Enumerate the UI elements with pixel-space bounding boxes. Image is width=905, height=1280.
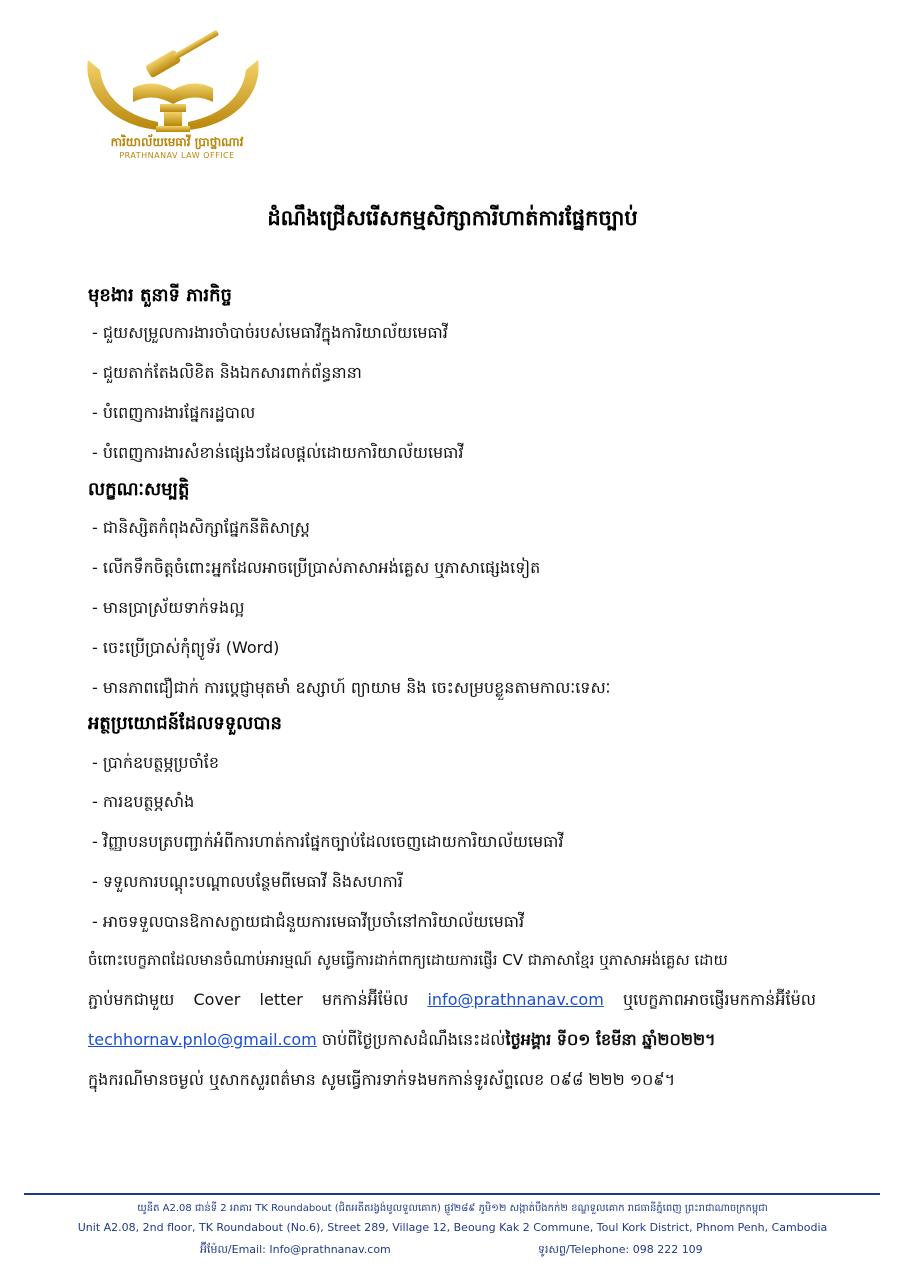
application-deadline: ថ្ងៃអង្គារ ទី០១ ខែមីនា ឆ្នាំ២០២២។ — [505, 1030, 716, 1049]
qualification-item: - ជានិស្សិតកំពុងសិក្សាផ្នែកនីតិសាស្ត្រ — [92, 518, 310, 537]
application-email-to-text: មកកាន់អ៊ីម៉ែល — [321, 990, 409, 1009]
qualification-item: - លើកទឹកចិត្តចំពោះអ្នកដែលអាចប្រើប្រាស់ភាសាអង់គ្លេស ឬភាសាផ្សេងទៀត — [92, 558, 541, 577]
footer-divider — [24, 1193, 880, 1195]
qualification-item: - ចេះប្រើប្រាស់កុំព្យូទ័រ (Word) — [92, 638, 280, 657]
benefit-item: - ប្រាក់ឧបត្ថម្ភប្រចាំខែ — [92, 753, 220, 772]
footer-address-khmer: យូនីត A2.08 ជាន់ទី 2 អាគារ TK Roundabout (ជិតអតីតរង្វង់មូលទួលគោក) ផ្លូវ២៨៩ ភូមិ១២ សង្កាត់បឹងកក់២ ខណ្ឌទួលគោក រាជធានីភ្នំពេញ ព្រះរាជាណាចក្រកម្ពុជា — [137, 1203, 768, 1214]
law-office-logo — [78, 30, 268, 170]
logo-name-english: PRATHNANAV LAW OFFICE — [119, 151, 235, 160]
gavel-hands-logo-icon — [78, 30, 268, 145]
logo-name-khmer: ការិយាល័យមេធាវី ប្រាថ្នាណាវ — [110, 135, 244, 149]
benefit-item: - វិញ្ញាបនបត្របញ្ជាក់អំពីការហាត់ការផ្នែកច្បាប់ដែលចេញដោយការិយាល័យមេធាវី — [92, 832, 564, 851]
benefit-item: - អាចទទួលបានឱកាសក្លាយជាជំនួយការមេធាវីប្រចាំនៅការិយាល័យមេធាវី — [92, 912, 525, 931]
email-link-techhornav[interactable]: techhornav.pnlo@gmail.com — [88, 1030, 317, 1049]
benefit-item: - ការឧបត្ថម្ភសាំង — [92, 792, 195, 811]
footer-phone: ទូរសព្ទ/Telephone: 098 222 109 — [538, 1243, 703, 1256]
duty-item: - ជួយតាក់តែងលិខិត និងឯកសារពាក់ព័ន្ធនានា — [92, 363, 362, 382]
qualification-item: - មានភាពជឿជាក់ ការប្តេជ្ញាមុតមាំ ឧស្សាហ៍ ព្យាយាម និង ចេះសម្របខ្លួនតាមកាលៈទេសៈ — [92, 678, 611, 697]
application-deadline-intro: ចាប់ពីថ្ងៃប្រកាសដំណឹងនេះដល់ — [321, 1030, 506, 1049]
application-letter-text: letter — [259, 990, 303, 1009]
application-alt-email-text: ឬបេក្ខភាពអាចផ្ញើរមកកាន់អ៊ីម៉ែល — [622, 990, 816, 1009]
qualification-item: - មានប្រាស្រ័យទាក់ទងល្អ — [92, 598, 245, 617]
application-line-1: ចំពោះបេក្ខភាពដែលមានចំណាប់អារម្មណ៍ សូមធ្វើការដាក់ពាក្យដោយការផ្ញើរ CV ជាភាសាខ្មែរ ឬភាសាអង់គ្លេស ដោយ — [88, 951, 728, 969]
application-attach-text: ភ្ជាប់មកជាមួយ — [88, 990, 175, 1009]
application-line-2 — [88, 990, 816, 1010]
benefits-heading: អត្ថប្រយោជន៍ដែលទទួលបាន — [88, 713, 282, 734]
application-line-3 — [88, 1030, 816, 1050]
benefit-item: - ទទួលការបណ្តុះបណ្តាលបន្ថែមពីមេធាវី និងសហការី — [92, 872, 403, 891]
application-line-4: ក្នុងករណីមានចម្ងល់ ឬសាកសួរពត៌មាន សូមធ្វើការទាក់ទងមកកាន់ទូរស័ព្ទលេខ ០៩៨ ២២២ ១០៩។ — [88, 1070, 676, 1089]
application-cover-text: Cover — [193, 990, 241, 1009]
footer-email: អ៊ីម៉ែល/Email: Info@prathnanav.com — [200, 1243, 391, 1256]
duties-heading: មុខងារ តួនាទី ភារកិច្ច — [88, 285, 232, 306]
qualifications-heading: លក្ខណៈសម្បត្តិ — [88, 479, 190, 500]
email-link-info[interactable]: info@prathnanav.com — [427, 990, 604, 1009]
duty-item: - បំពេញការងារសំខាន់ផ្សេងៗដែលផ្តល់ដោយការិយាល័យមេធាវី — [92, 443, 464, 462]
page-title: ដំណឹងជ្រើសរើសកម្មសិក្សាការីហាត់ការផ្នែកច្បាប់ — [267, 206, 638, 230]
duty-item: - បំពេញការងារផ្នែករដ្ឋបាល — [92, 403, 256, 422]
footer-address-english: Unit A2.08, 2nd floor, TK Roundabout (No.6), Street 289, Village 12, Beoung Kak 2 Commune, Toul Kork District, Phnom Penh, Cambodia — [77, 1221, 828, 1234]
duty-item: - ជួយសម្រួលការងារចាំបាច់របស់មេធាវីក្នុងការិយាល័យមេធាវី — [92, 323, 448, 342]
